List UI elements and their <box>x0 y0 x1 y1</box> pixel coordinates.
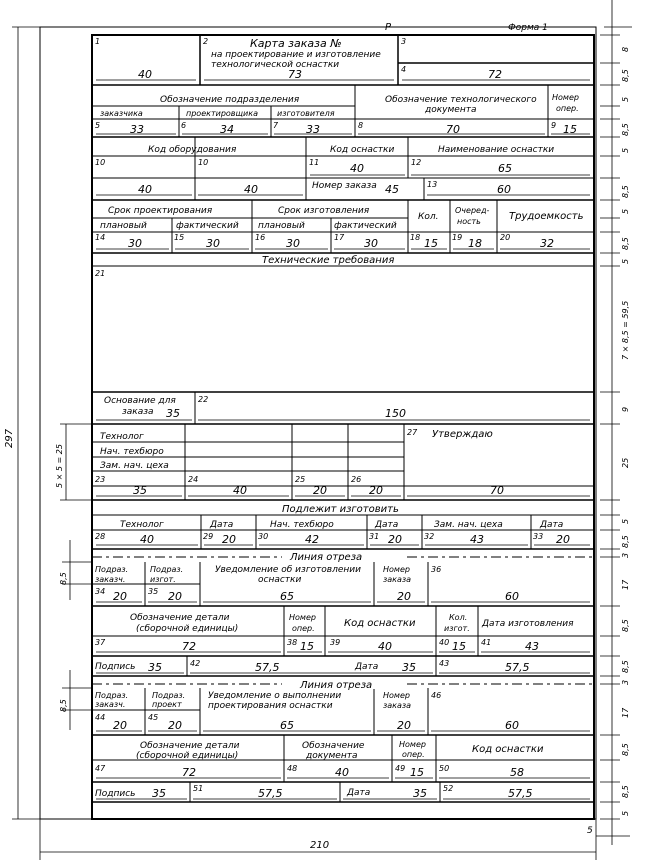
svg-text:Подраз.: Подраз. <box>152 691 186 700</box>
svg-text:32: 32 <box>540 237 554 250</box>
svg-text:35: 35 <box>413 787 427 800</box>
svg-text:Код оснастки: Код оснастки <box>472 744 544 755</box>
svg-text:Номер: Номер <box>399 740 426 749</box>
svg-text:3: 3 <box>401 37 407 46</box>
svg-text:36: 36 <box>431 565 442 574</box>
svg-text:15: 15 <box>563 123 577 136</box>
svg-text:39: 39 <box>330 638 341 647</box>
svg-text:40: 40 <box>378 640 392 653</box>
svg-text:20: 20 <box>113 719 127 732</box>
svg-text:Срок проектирования: Срок проектирования <box>108 206 213 216</box>
svg-text:72: 72 <box>182 766 196 779</box>
svg-text:8,5: 8,5 <box>621 535 630 548</box>
cut-line-2: Линия отреза <box>300 680 373 691</box>
svg-text:48: 48 <box>287 764 298 773</box>
svg-text:Код оборудования: Код оборудования <box>148 145 237 155</box>
svg-text:25: 25 <box>621 457 630 468</box>
svg-text:40: 40 <box>244 183 258 196</box>
svg-text:5: 5 <box>95 121 101 130</box>
svg-text:Очеред-: Очеред- <box>455 206 490 215</box>
svg-text:15: 15 <box>452 640 466 653</box>
svg-text:50: 50 <box>439 764 450 773</box>
svg-text:40: 40 <box>138 68 152 81</box>
svg-text:51: 51 <box>193 784 204 793</box>
svg-text:20: 20 <box>113 590 127 603</box>
svg-text:5: 5 <box>587 826 593 836</box>
svg-text:20: 20 <box>388 533 402 546</box>
svg-text:Зам. нач. цеха: Зам. нач. цеха <box>100 461 169 471</box>
svg-text:60: 60 <box>505 719 519 732</box>
svg-text:Дата: Дата <box>355 662 379 672</box>
svg-text:5: 5 <box>621 258 630 264</box>
svg-text:20: 20 <box>500 233 511 242</box>
svg-text:23: 23 <box>95 475 106 484</box>
svg-text:7: 7 <box>273 121 279 130</box>
svg-text:30: 30 <box>286 237 300 250</box>
svg-text:43: 43 <box>439 659 450 668</box>
svg-text:24: 24 <box>188 475 199 484</box>
svg-text:проект: проект <box>152 700 182 709</box>
svg-text:49: 49 <box>395 764 406 773</box>
svg-text:Уведомление об изготовлении: Уведомление об изготовлении <box>215 565 361 575</box>
svg-text:4: 4 <box>401 65 407 74</box>
svg-text:1: 1 <box>95 37 101 46</box>
svg-text:35: 35 <box>166 407 180 420</box>
svg-text:57,5: 57,5 <box>508 787 533 800</box>
tech-req-label: Технические требования <box>262 255 395 266</box>
svg-text:35: 35 <box>148 587 159 596</box>
svg-text:ность: ность <box>457 217 481 226</box>
svg-text:Дата: Дата <box>210 520 234 530</box>
svg-text:Кол.: Кол. <box>449 613 468 622</box>
svg-text:8: 8 <box>621 46 630 52</box>
svg-text:Номер: Номер <box>552 93 579 102</box>
svg-text:40: 40 <box>233 484 247 497</box>
svg-text:Наименование оснастки: Наименование оснастки <box>438 145 555 155</box>
svg-text:9: 9 <box>621 406 630 412</box>
svg-text:33: 33 <box>306 123 320 136</box>
svg-text:32: 32 <box>424 532 435 541</box>
svg-text:Подпись: Подпись <box>95 662 136 672</box>
svg-text:35: 35 <box>148 661 162 674</box>
svg-text:документа: документа <box>425 105 477 115</box>
svg-text:Нач. техбюро: Нач. техбюро <box>100 447 164 457</box>
svg-text:Подраз.: Подраз. <box>95 565 129 574</box>
svg-text:Дата изготовления: Дата изготовления <box>482 619 574 629</box>
svg-text:Основание для: Основание для <box>104 396 176 406</box>
cut-line-1: Линия отреза <box>290 552 363 563</box>
svg-text:65: 65 <box>280 590 294 603</box>
svg-text:8,5: 8,5 <box>621 785 630 798</box>
svg-text:Технолог: Технолог <box>100 432 144 442</box>
svg-text:Дата: Дата <box>540 520 564 530</box>
form-label: Форма 1 <box>508 23 548 33</box>
svg-text:28: 28 <box>95 532 106 541</box>
svg-text:40: 40 <box>140 533 154 546</box>
svg-text:40: 40 <box>350 162 364 175</box>
svg-text:опер.: опер. <box>556 104 579 113</box>
svg-text:8,5: 8,5 <box>621 743 630 756</box>
svg-text:43: 43 <box>525 640 539 653</box>
subject-label: Подлежит изготовить <box>282 504 399 515</box>
svg-text:18: 18 <box>468 237 482 250</box>
svg-text:30: 30 <box>206 237 220 250</box>
svg-text:45: 45 <box>148 713 159 722</box>
svg-text:7 × 8,5 = 59,5: 7 × 8,5 = 59,5 <box>621 300 630 360</box>
svg-text:40: 40 <box>138 183 152 196</box>
svg-text:47: 47 <box>95 764 106 773</box>
svg-text:8,5: 8,5 <box>621 123 630 136</box>
svg-text:Номер: Номер <box>289 613 316 622</box>
svg-text:297: 297 <box>4 428 15 448</box>
svg-text:3: 3 <box>621 552 630 558</box>
svg-text:Дата: Дата <box>375 520 399 530</box>
svg-text:150: 150 <box>385 407 406 420</box>
svg-text:70: 70 <box>446 123 460 136</box>
svg-text:20: 20 <box>556 533 570 546</box>
svg-text:44: 44 <box>95 713 106 722</box>
svg-text:5: 5 <box>621 208 630 214</box>
svg-text:20: 20 <box>168 719 182 732</box>
svg-text:Срок изготовления: Срок изготовления <box>278 206 370 216</box>
svg-text:8,5: 8,5 <box>621 619 630 632</box>
svg-text:65: 65 <box>498 162 512 175</box>
svg-text:Трудоемкость: Трудоемкость <box>509 211 584 222</box>
svg-text:5: 5 <box>621 518 630 524</box>
svg-text:30: 30 <box>128 237 142 250</box>
svg-text:2: 2 <box>203 37 209 46</box>
svg-text:10: 10 <box>95 158 106 167</box>
svg-text:15: 15 <box>300 640 314 653</box>
svg-text:27: 27 <box>407 428 418 437</box>
svg-text:19: 19 <box>452 233 463 242</box>
svg-text:Технолог: Технолог <box>120 520 164 530</box>
svg-text:5: 5 <box>621 810 630 816</box>
svg-text:73: 73 <box>288 68 302 81</box>
svg-text:Номер заказа: Номер заказа <box>312 181 377 191</box>
tech-doc-label: Обозначение технологического <box>385 95 537 105</box>
svg-text:заказч.: заказч. <box>95 700 126 709</box>
svg-text:Обозначение подразделения: Обозначение подразделения <box>160 95 300 105</box>
svg-text:30: 30 <box>364 237 378 250</box>
svg-text:33: 33 <box>130 123 144 136</box>
svg-text:Зам. нач. цеха: Зам. нач. цеха <box>434 520 503 530</box>
svg-text:40: 40 <box>335 766 349 779</box>
svg-text:70: 70 <box>490 484 504 497</box>
svg-text:57,5: 57,5 <box>505 661 530 674</box>
svg-text:Обозначение: Обозначение <box>302 741 365 751</box>
svg-text:41: 41 <box>481 638 492 647</box>
svg-text:15: 15 <box>424 237 438 250</box>
svg-text:8,5: 8,5 <box>59 572 68 585</box>
svg-text:45: 45 <box>385 183 399 196</box>
svg-text:изгот.: изгот. <box>150 575 176 584</box>
svg-text:35: 35 <box>152 787 166 800</box>
svg-text:20: 20 <box>369 484 383 497</box>
svg-text:30: 30 <box>258 532 269 541</box>
svg-text:фактический: фактический <box>176 221 239 231</box>
svg-text:Нач. техбюро: Нач. техбюро <box>270 520 334 530</box>
card-title: Карта заказа № <box>250 37 342 50</box>
svg-text:плановый: плановый <box>258 221 305 231</box>
svg-text:5: 5 <box>621 96 630 102</box>
svg-text:35: 35 <box>133 484 147 497</box>
svg-text:38: 38 <box>287 638 298 647</box>
svg-text:25: 25 <box>295 475 306 484</box>
svg-text:3: 3 <box>621 679 630 685</box>
svg-text:22: 22 <box>198 395 209 404</box>
svg-text:Код оснастки: Код оснастки <box>330 145 395 155</box>
svg-text:10: 10 <box>198 158 209 167</box>
svg-text:58: 58 <box>510 766 524 779</box>
svg-text:210: 210 <box>310 840 330 851</box>
svg-text:42: 42 <box>305 533 319 546</box>
svg-text:Обозначение детали: Обозначение детали <box>140 741 240 751</box>
svg-text:8: 8 <box>358 121 364 130</box>
svg-text:8,5: 8,5 <box>59 699 68 712</box>
svg-text:14: 14 <box>95 233 106 242</box>
svg-text:57,5: 57,5 <box>255 661 280 674</box>
svg-text:72: 72 <box>488 68 502 81</box>
svg-text:Подраз.: Подраз. <box>150 565 184 574</box>
svg-text:57,5: 57,5 <box>258 787 283 800</box>
svg-text:Номер: Номер <box>383 691 410 700</box>
svg-text:заказа: заказа <box>383 701 412 710</box>
svg-text:(сборочной единицы): (сборочной единицы) <box>136 624 239 634</box>
svg-text:Обозначение детали: Обозначение детали <box>130 613 230 623</box>
svg-text:15: 15 <box>410 766 424 779</box>
p-letter: Р <box>385 22 392 33</box>
svg-text:5: 5 <box>621 147 630 153</box>
svg-text:13: 13 <box>427 180 438 189</box>
svg-text:Номер: Номер <box>383 565 410 574</box>
svg-text:34: 34 <box>95 587 106 596</box>
svg-text:42: 42 <box>190 659 201 668</box>
svg-text:35: 35 <box>402 661 416 674</box>
svg-text:11: 11 <box>309 158 320 167</box>
svg-text:12: 12 <box>411 158 422 167</box>
approve-label: Утверждаю <box>432 429 493 440</box>
svg-text:60: 60 <box>505 590 519 603</box>
svg-text:17: 17 <box>621 579 630 590</box>
svg-text:8,5: 8,5 <box>621 69 630 82</box>
svg-text:15: 15 <box>174 233 185 242</box>
svg-text:плановый: плановый <box>100 221 147 231</box>
svg-text:Дата: Дата <box>347 788 371 798</box>
svg-text:5 × 5 = 25: 5 × 5 = 25 <box>55 444 64 488</box>
svg-text:проектирования оснастки: проектирования оснастки <box>208 701 333 711</box>
svg-text:изгот.: изгот. <box>444 624 470 633</box>
svg-text:60: 60 <box>497 183 511 196</box>
svg-text:заказчика: заказчика <box>100 109 143 118</box>
svg-text:17: 17 <box>334 233 345 242</box>
svg-text:проектировщика: проектировщика <box>186 109 258 118</box>
svg-text:заказч.: заказч. <box>95 575 126 584</box>
svg-text:20: 20 <box>397 719 411 732</box>
svg-text:20: 20 <box>168 590 182 603</box>
svg-text:9: 9 <box>551 121 557 130</box>
svg-text:37: 37 <box>95 638 106 647</box>
svg-text:Код оснастки: Код оснастки <box>344 618 416 629</box>
svg-text:65: 65 <box>280 719 294 732</box>
svg-text:технологической оснастки: технологической оснастки <box>211 60 340 70</box>
svg-text:29: 29 <box>203 532 214 541</box>
svg-text:52: 52 <box>443 784 454 793</box>
svg-text:43: 43 <box>470 533 484 546</box>
svg-text:(сборочной единицы): (сборочной единицы) <box>136 751 239 761</box>
svg-text:16: 16 <box>255 233 266 242</box>
svg-text:на проектирование и изготовлен: на проектирование и изготовление <box>211 50 381 60</box>
svg-text:Подраз.: Подраз. <box>95 691 129 700</box>
svg-text:заказа: заказа <box>122 407 154 417</box>
svg-text:20: 20 <box>397 590 411 603</box>
svg-text:72: 72 <box>182 640 196 653</box>
svg-text:опер.: опер. <box>292 624 315 633</box>
svg-text:40: 40 <box>439 638 450 647</box>
svg-text:опер.: опер. <box>402 750 425 759</box>
svg-text:оснастки: оснастки <box>258 575 302 585</box>
svg-text:Кол.: Кол. <box>418 212 439 222</box>
svg-text:20: 20 <box>222 533 236 546</box>
svg-text:6: 6 <box>181 121 187 130</box>
svg-text:8,5: 8,5 <box>621 660 630 673</box>
svg-text:Подпись: Подпись <box>95 789 136 799</box>
svg-text:8,5: 8,5 <box>621 185 630 198</box>
svg-text:18: 18 <box>410 233 421 242</box>
svg-text:26: 26 <box>351 475 362 484</box>
svg-text:8,5: 8,5 <box>621 237 630 250</box>
svg-text:заказа: заказа <box>383 575 412 584</box>
svg-text:46: 46 <box>431 691 442 700</box>
svg-text:31: 31 <box>369 532 380 541</box>
svg-text:34: 34 <box>220 123 234 136</box>
svg-text:21: 21 <box>95 269 106 278</box>
svg-text:17: 17 <box>621 707 630 718</box>
svg-text:фактический: фактический <box>334 221 397 231</box>
svg-text:20: 20 <box>313 484 327 497</box>
svg-text:изготовителя: изготовителя <box>277 109 335 118</box>
svg-text:Уведомление о выполнении: Уведомление о выполнении <box>208 691 342 701</box>
svg-text:33: 33 <box>533 532 544 541</box>
svg-text:документа: документа <box>306 751 358 761</box>
